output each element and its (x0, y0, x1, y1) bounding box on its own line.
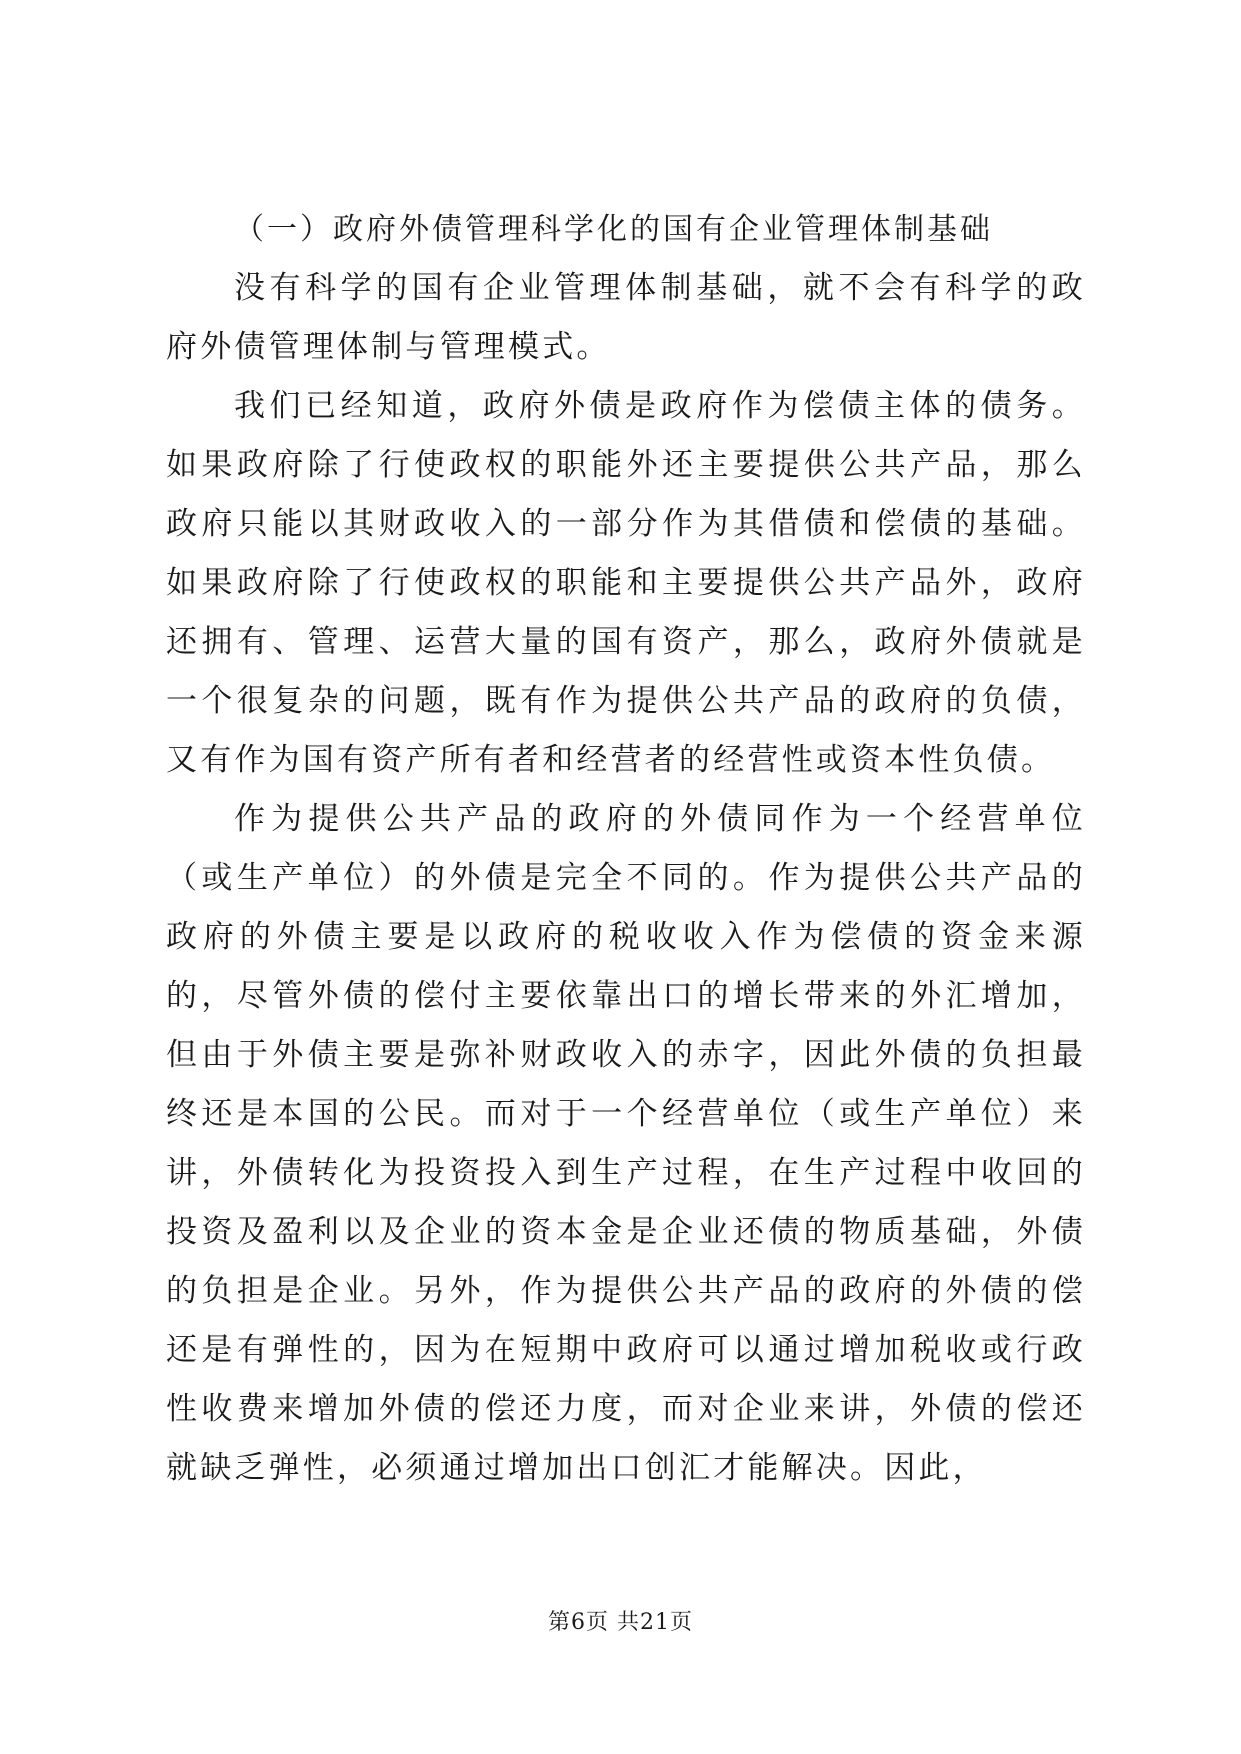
section-heading: （一）政府外债管理科学化的国有企业管理体制基础 (234, 212, 993, 247)
page-footer: 第6页 共21页 (548, 1610, 693, 1635)
document-body (166, 200, 1086, 1498)
paragraph-1: 没有科学的国有企业管理体制基础，就不会有科学的政府外债管理体制与管理模式。 (166, 270, 1086, 365)
paragraph-3: 作为提供公共产品的政府的外债同作为一个经营单位（或生产单位）的外债是完全不同的。作为提供公共产品的政府的外债主要是以政府的税收收入作为偿债的资金来源的，尽管外债的偿付主要依靠出口的增长带来的外汇增加，但由于外债主要是弥补财政收入的赤字，因此外债的负担最终还是本国的公民。而对于一个经营单位（或生产单位）来讲，外债转化为投资投入到生产过程，在生产过程中收回的投资及盈利以及企业的资本金是企业还债的物质基础，外债的负担是企业。另外，作为提供公共产品的政府的外债的偿还是有弹性的，因为在短期中政府可以通过增加税收或行政性收费来增加外债的偿还力度，而对企业来讲，外债的偿还就缺乏弹性，必须通过增加出口创汇才能解决。因此， (166, 801, 1086, 1486)
paragraph-2: 我们已经知道，政府外债是政府作为偿债主体的债务。如果政府除了行使政权的职能外还主要提供公共产品，那么政府只能以其财政收入的一部分作为其借债和偿债的基础。如果政府除了行使政权的职能和主要提供公共产品外，政府还拥有、管理、运营大量的国有资产，那么，政府外债就是一个很复杂的问题，既有作为提供公共产品的政府的负债，又有作为国有资产所有者和经营者的经营性或资本性负债。 (166, 388, 1086, 778)
